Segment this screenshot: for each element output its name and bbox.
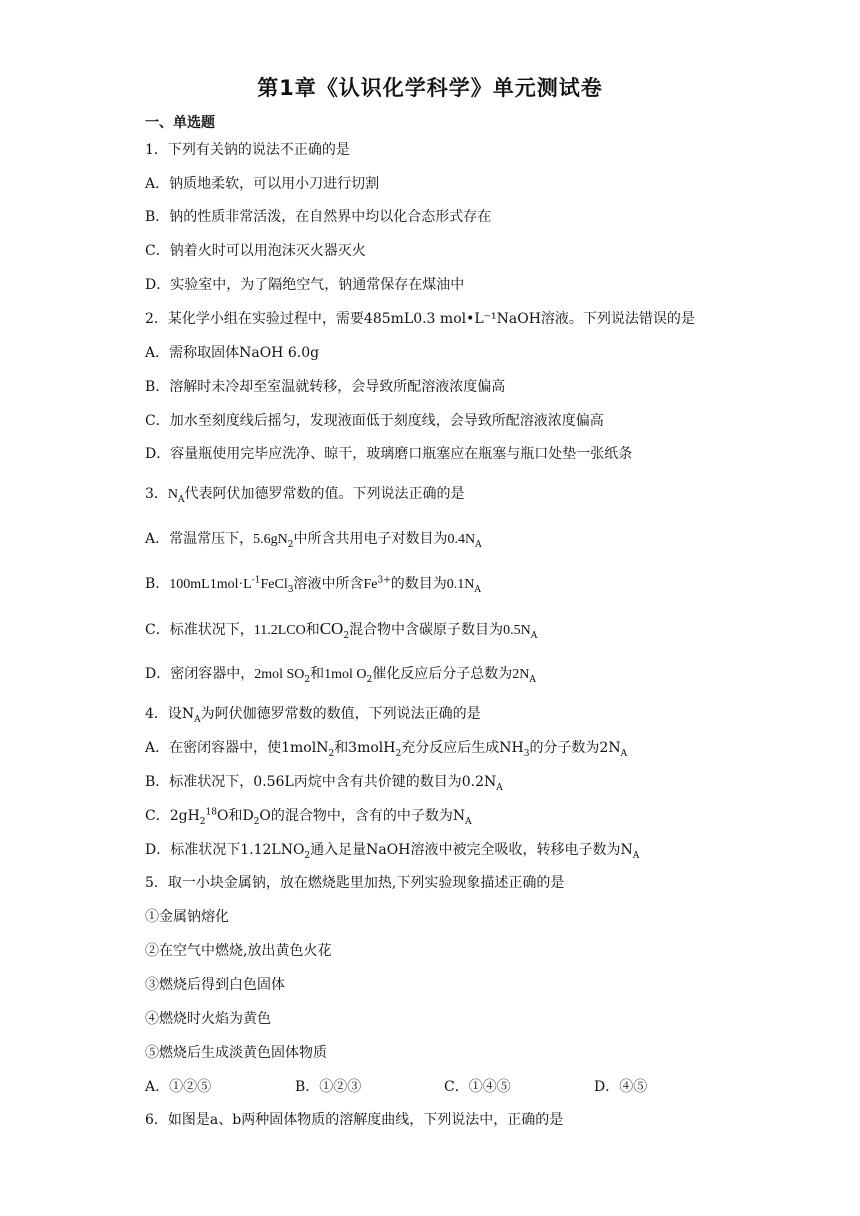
question-1-option-c: C．钠着火时可以用泡沫灭火器灭火 xyxy=(145,243,366,259)
question-1-option-d: D．实验室中，为了隔绝空气，钠通常保存在煤油中 xyxy=(145,277,465,293)
question-4-stem: 4．设$N_A$为阿伏伽德罗常数的数值，下列说法正确的是 xyxy=(145,706,481,725)
question-5-option-a: A．①②⑤ xyxy=(145,1079,212,1095)
question-1-option-a: A．钠质地柔软，可以用小刀进行切割 xyxy=(145,176,380,192)
question-4-option-b: B．标准状况下，0.56L丙烷中含有共价键的数目为$0.2N_A$ xyxy=(145,774,503,793)
question-5-item-1: ①金属钠熔化 xyxy=(145,909,229,925)
question-3-option-d: D．密闭容器中，2mol $SO_2$和1mol $O_2$催化反应后分子总数为$2N_A$ xyxy=(145,666,536,685)
question-1-option-b: B．钠的性质非常活泼，在自然界中均以化合态形式存在 xyxy=(145,209,492,225)
question-3-option-c: C．标准状况下，11.2LCO和$CO_2$混合物中含碳原子数目为$0.5N_A$ xyxy=(145,619,538,641)
question-6-stem: 6．如图是a、b两种固体物质的溶解度曲线，下列说法中，正确的是 xyxy=(145,1112,564,1128)
question-5-item-5: ⑤燃烧后生成淡黄色固体物质 xyxy=(145,1045,327,1061)
question-5-option-c: C．①④⑤ xyxy=(444,1079,511,1095)
question-4-option-d: D．标准状况下$1.12LNO_2$通入足量NaOH溶液中被完全吸收，转移电子数为$N_A$ xyxy=(145,842,640,861)
question-2-option-d: D．容量瓶使用完毕应洗净、晾干，玻璃磨口瓶塞应在瓶塞与瓶口处垫一张纸条 xyxy=(145,446,633,462)
question-4-option-c: C．$2gH_2^{18}O$和$D_2O$的混合物中，含有的中子数为$N_A$ xyxy=(145,807,472,827)
question-5-item-3: ③燃烧后得到白色固体 xyxy=(145,977,285,993)
section-heading: 一、单选题 xyxy=(145,115,215,131)
question-3-option-a: A．常温常压下，$5.6gN_2$中所含共用电子对数目为$0.4N_A$ xyxy=(145,531,482,550)
question-3-option-b: B．$100mL1mol\cdot L^{-1}FeCl_3$溶液中所含$Fe^{3+}$的数目为$0.1N_A$ xyxy=(145,575,481,595)
question-2-option-a: A．需称取固体NaOH 6.0g xyxy=(145,345,320,361)
question-5-stem: 5．取一小块金属钠，放在燃烧匙里加热,下列实验现象描述正确的是 xyxy=(145,875,565,891)
question-1-stem: 1．下列有关钠的说法不正确的是 xyxy=(145,142,350,158)
question-2-stem: 2．某化学小组在实验过程中，需要485mL0.3 mol•L⁻¹NaOH溶液。下列说法错误的是 xyxy=(145,311,695,327)
question-3-stem: 3．$N_A$代表阿伏加德罗常数的值。下列说法正确的是 xyxy=(145,486,465,505)
question-5-option-d: D．④⑤ xyxy=(594,1079,648,1095)
question-4-option-a: A．在密闭容器中，使1molN$_2$和3molH$_2$充分反应后生成$NH_3$的分子数为$2N_A$ xyxy=(145,740,628,759)
page-title: 第1章《认识化学科学》单元测试卷 xyxy=(257,76,603,100)
question-5-item-2: ②在空气中燃烧,放出黄色火花 xyxy=(145,943,332,959)
question-5-option-b: B．①②③ xyxy=(295,1079,362,1095)
question-2-option-b: B．溶解时未冷却至室温就转移，会导致所配溶液浓度偏高 xyxy=(145,379,506,395)
question-2-option-c: C．加水至刻度线后摇匀，发现液面低于刻度线，会导致所配溶液浓度偏高 xyxy=(145,413,604,429)
question-5-item-4: ④燃烧时火焰为黄色 xyxy=(145,1011,271,1027)
